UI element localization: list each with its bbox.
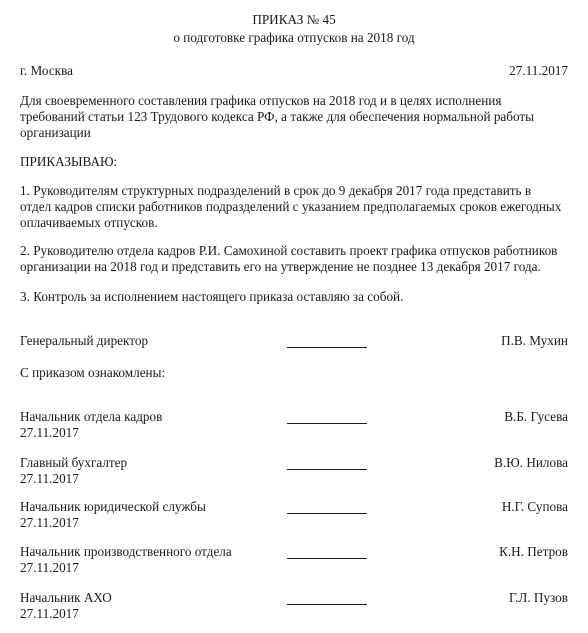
director-name: П.В. Мухин	[501, 333, 568, 348]
preamble-line: требований статьи 123 Трудового кодекса РФ, а также для обеспечения нормальной работы	[20, 109, 535, 124]
preamble-line: Для своевременного составления графика отпусков на 2018 год и в целях исполнения	[20, 93, 502, 108]
order-item-line: отдел кадров списки работников подразделений с указанием предполагаемых сроков ежегодных	[20, 199, 562, 214]
signature-line	[287, 347, 367, 348]
preamble-line: организации	[20, 125, 91, 140]
document-subtitle: о подготовке графика отпусков на 2018 год	[173, 30, 415, 45]
acquainted-label: С приказом ознакомлены:	[20, 365, 166, 380]
signatory-position: Начальник производственного отдела	[20, 544, 232, 559]
signature-line	[287, 604, 367, 605]
signature-line	[287, 423, 367, 424]
city: г. Москва	[20, 63, 73, 78]
signature-line	[287, 469, 367, 470]
signatory-date: 27.11.2017	[20, 425, 79, 440]
signatory-name: К.Н. Петров	[499, 544, 568, 559]
document-title: ПРИКАЗ № 45	[252, 12, 336, 27]
signatory-date: 27.11.2017	[20, 606, 79, 621]
director-position: Генеральный директор	[20, 333, 149, 348]
signatory-position: Начальник АХО	[20, 590, 112, 605]
signatory-name: В.Ю. Нилова	[494, 455, 568, 470]
order-item-line: оплачиваемых отпусков.	[20, 215, 158, 230]
signatory-position: Начальник юридической службы	[20, 499, 206, 514]
signatory-position: Начальник отдела кадров	[20, 409, 163, 424]
order-item-line: организации на 2018 год и представить его на утверждение не позднее 13 декабря 2017 года.	[20, 259, 541, 274]
signature-line	[287, 513, 367, 514]
order-item-line: 3. Контроль за исполнением настоящего приказа оставляю за собой.	[20, 289, 404, 304]
signatory-name: Г.Л. Пузов	[508, 590, 568, 605]
order-word: ПРИКАЗЫВАЮ:	[20, 154, 118, 169]
signatory-name: В.Б. Гусева	[504, 409, 568, 424]
signatory-name: Н.Г. Супова	[501, 499, 568, 514]
signatory-date: 27.11.2017	[20, 471, 79, 486]
signatory-date: 27.11.2017	[20, 515, 79, 530]
signatory-position: Главный бухгалтер	[20, 455, 128, 470]
order-item-line: 1. Руководителям структурных подразделений в срок до 9 декабря 2017 года представить в	[20, 183, 532, 198]
signature-line	[287, 558, 367, 559]
order-date: 27.11.2017	[509, 63, 568, 78]
signatory-date: 27.11.2017	[20, 560, 79, 575]
order-item-line: 2. Руководителю отдела кадров Р.И. Самохиной составить проект графика отпусков работников	[20, 243, 558, 258]
